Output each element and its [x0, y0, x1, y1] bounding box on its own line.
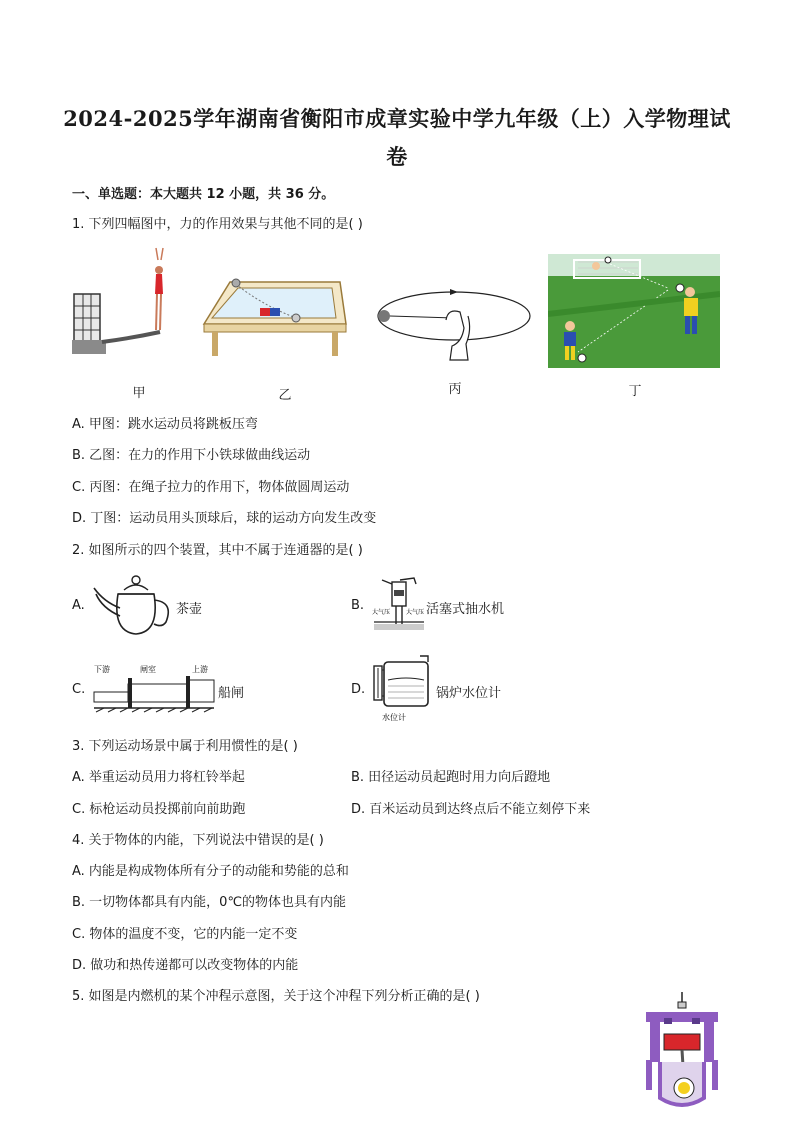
figure-ship-lock: [92, 662, 216, 716]
figure-diving-board: [72, 246, 182, 358]
exam-title-line-1: 2024-2025学年湖南省衡阳市成章实验中学九年级（上）入学物理试: [63, 106, 731, 131]
q2-option-c-name: 船闸: [218, 686, 245, 701]
q3-option-c: C. 标枪运动员投掷前向前助跑: [72, 802, 246, 817]
pump-label-left: 大气压: [372, 609, 391, 616]
figure-teapot: [92, 572, 178, 638]
q2-option-b-letter: B.: [351, 598, 365, 613]
q1-option-b: B. 乙图：在力的作用下小铁球做曲线运动: [72, 448, 311, 463]
q4-option-a: A. 内能是构成物体所有分子的动能和势能的总和: [72, 864, 349, 879]
lock-label-downstream: 下游: [94, 665, 110, 674]
caption-jia: 甲: [132, 386, 146, 401]
caption-bing: 丙: [448, 382, 462, 397]
q4-option-b: B. 一切物体都具有内能，0℃的物体也具有内能: [72, 895, 347, 910]
q2-option-a-letter: A.: [72, 598, 85, 613]
q1-option-d: D. 丁图：运动员用头顶球后，球的运动方向发生改变: [72, 511, 377, 526]
question-1-stem: 1. 下列四幅图中，力的作用效果与其他不同的是( ): [72, 217, 363, 232]
q4-option-d: D. 做功和热传递都可以改变物体的内能: [72, 958, 299, 973]
q1-option-a: A. 甲图：跳水运动员将跳板压弯: [72, 417, 258, 432]
figure-engine-stroke: [640, 990, 724, 1112]
q4-option-c: C. 物体的温度不变，它的内能一定不变: [72, 927, 298, 942]
q3-option-d: D. 百米运动员到达终点后不能立刻停下来: [351, 802, 591, 817]
q1-option-c: C. 丙图：在绳子拉力的作用下，物体做圆周运动: [72, 480, 350, 495]
section-heading: 一、单选题：本大题共 12 小题，共 36 分。: [72, 187, 335, 202]
lock-label-upstream: 上游: [192, 665, 208, 674]
pump-label-right: 大气压: [406, 609, 425, 616]
q3-option-a: A. 举重运动员用力将杠铃举起: [72, 770, 245, 785]
question-5-stem: 5. 如图是内燃机的某个冲程示意图，关于这个冲程下列分析正确的是( ): [72, 989, 480, 1004]
q2-option-a-name: 茶壶: [176, 602, 203, 617]
lock-label-chamber: 闸室: [140, 665, 156, 674]
boiler-label-gauge: 水位计: [382, 713, 406, 722]
figure-soccer-header: [548, 254, 720, 368]
q3-option-b: B. 田径运动员起跑时用力向后蹬地: [351, 770, 551, 785]
q2-option-b-name: 活塞式抽水机: [426, 602, 505, 617]
caption-yi: 乙: [278, 388, 292, 403]
figure-circular-motion: [372, 286, 536, 362]
question-2-stem: 2. 如图所示的四个装置，其中不属于连通器的是( ): [72, 543, 363, 558]
q2-option-c-letter: C.: [72, 682, 86, 697]
exam-title-line-2: 卷: [386, 144, 408, 169]
figure-boiler-gauge: [370, 654, 436, 724]
question-4-stem: 4. 关于物体的内能，下列说法中错误的是( ): [72, 833, 324, 848]
figure-piston-pump: [370, 576, 428, 634]
figure-magnet-ball: [200, 274, 348, 360]
caption-ding: 丁: [628, 384, 642, 399]
q2-option-d-letter: D.: [351, 682, 366, 697]
q2-option-d-name: 锅炉水位计: [436, 686, 502, 701]
question-3-stem: 3. 下列运动场景中属于利用惯性的是( ): [72, 739, 298, 754]
